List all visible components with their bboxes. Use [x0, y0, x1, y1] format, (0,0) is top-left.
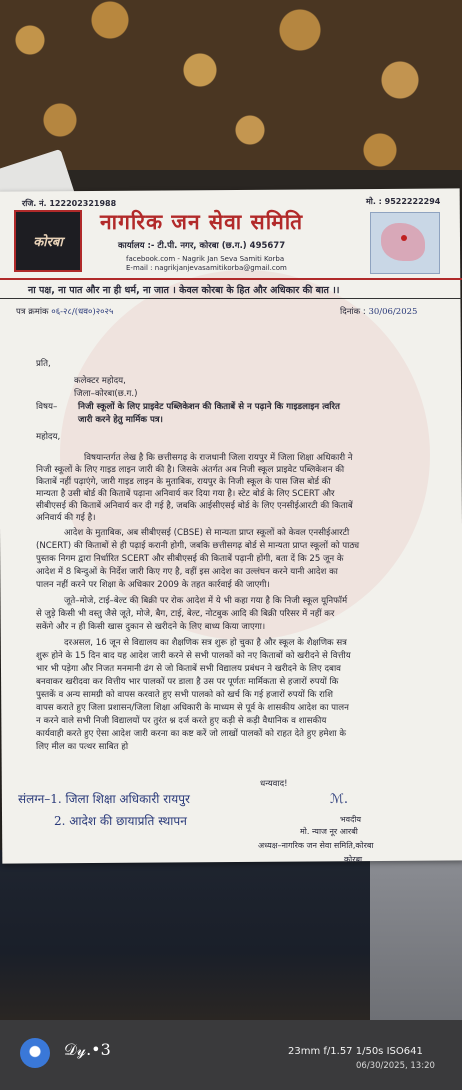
to-line: प्रति,: [36, 359, 51, 369]
sender-title: अध्यक्ष–नागरिक जन सेवा समिति,कोरबा: [258, 841, 374, 850]
reference-value: ०६-२८/(धव०)२०२५: [51, 307, 114, 317]
floor-highlight: [370, 860, 462, 1020]
exif-info: 23mm f/1.57 1/50s ISO641: [288, 1046, 423, 1057]
subject-label: विषय–: [36, 402, 58, 412]
to-line: कलेक्टर महोदय,: [74, 376, 126, 386]
body-line: न करने वाले सभी निजी विद्यालयों पर तुरंत श्न दर्ज करते हुए कड़ी से कड़ी वैधानिक व शासकीय: [36, 716, 327, 726]
facebook-handle: facebook.com - Nagrik Jan Seva Samiti Korba: [126, 255, 285, 263]
org-name: नागरिक जन सेवा समिति: [100, 210, 304, 234]
date-line: [340, 306, 417, 317]
body-line: जूते–मोजे, टाई–बेल्ट की बिक्री पर रोक आदेश में ये भी कहा गया है कि निजी स्कूल यूनिफॉर्म: [64, 596, 348, 606]
sender-name: मो. न्याज नूर आरबी: [300, 827, 358, 836]
sender-city: कोरबा: [344, 855, 363, 864]
body-line: बनवाकर खरीदवा कर वित्तीय भार पालकों पर डाला है उस पर पूर्णतः मार्मिकता से हजारों रुपयों कि: [36, 677, 339, 687]
thanks-text: धन्यवाद!: [260, 779, 288, 789]
body-line: दरअसल, 16 जून से विद्यालय का शैक्षणिक सत्र शुरू हो चुका है और स्कूल के शैक्षणिक सत्र: [64, 638, 347, 648]
to-line: जिला–कोरबा(छ.ग.): [74, 389, 138, 399]
body-line: पुस्तक निगम द्वारा निर्धारित SCERT और सीबीएसई की किताबें पढ़ानी होंगी, बता दें कि 25 जून के: [36, 554, 344, 564]
body-line: भार भी पड़ेगा और निजत मनमानी ढंग से जो किताबें सभी विद्यालय प्रबंधन ने खरीदने के लिए दबाव: [36, 664, 341, 674]
slogan-divider: [0, 298, 462, 299]
subject-line: जारी करने हेतु मार्मिक पत्र।: [78, 415, 163, 425]
body-line: से जुड़े किसी भी वस्तु जैसे जूते, मोजे, बैग, टाई, बेल्ट, नोटबुक आदि की बिक्री परिसर में नहीं कर: [36, 609, 335, 619]
body-line: आदेश के मुताबिक, अब सीबीएसई (CBSE) से मान्यता प्राप्त स्कूलों को केवल एनसीईआरटी: [64, 528, 350, 538]
slogan: ना पक्ष, ना पात और ना ही धर्म, ना जात । केवल कोरबा के हित और अधिकार की बात ।।: [28, 285, 340, 296]
body-line: किताबें नहीं पढ़ाएंगे, जारी गाइड लाइन के मुताबिक, रायपुर के निजी स्कूल के पास जिस बोर्ड की: [36, 477, 331, 487]
signoff-text: भवदीय: [340, 815, 362, 824]
body-line: विषयान्तर्गत लेख है कि छत्तीसगढ़ के राजधानी जिला रायपुर में जिला शिक्षा अधिकारी ने: [84, 453, 353, 463]
subject-line: निजी स्कूलों के लिए प्राइवेट पब्लिकेशन की किताबें से न पढ़ाने कि गाइडलाइन त्वरित: [78, 402, 340, 412]
reference-label: पत्र क्रमांक: [16, 307, 49, 317]
body-line: निजी स्कूलों के लिए गाइड लाइन जारी की है। जिसके अंतर्गत अब निजी स्कूल प्राइवेट पब्लिकेशन की: [36, 465, 345, 475]
body-line: वापस कराते हुए जिला प्रशासन/जिला शिक्षा अधिकारी के माध्यम से पूर्व के शासकीय आदेश का पालन: [36, 703, 349, 713]
state-shape: [381, 223, 425, 261]
handwritten-signature: ℳ.: [330, 792, 349, 807]
date-value: 30/06/2025: [368, 307, 418, 317]
body-line: अनिवार्य की गई है।: [36, 513, 96, 523]
camera-signature-mark: 𝒟𝓎.•3: [64, 1040, 111, 1059]
body-line: शुरू होने के 15 दिन बाद यह आदेश जारी करने से सभी पालकों को नए किताबों को खरीदने से वित्तीय: [36, 651, 351, 661]
body-line: पालन नहीं करने पर शिक्षा के अधिकार 2009 के तहत कार्रवाई की जाएगी।: [36, 580, 270, 590]
body-line: सकेंगे और न ही किसी खास दुकान से खरीदने के लिए बाध्य किया जाएगा।: [36, 622, 266, 632]
office-address: कार्यालय :- टी.पी. नगर, कोरबा (छ.ग.) 495677: [118, 241, 286, 251]
body-line: लिए मील का पत्थर साबित हो: [36, 742, 129, 752]
registration-number: रजि. नं. 122202321988: [22, 199, 117, 208]
org-logo: [14, 210, 82, 272]
body-line: आदेश में 8 बिन्दुओं के निर्देश जारी किए गए है, वहीं इस आदेश का उल्लंघन करने यानी आदेश का: [36, 567, 338, 577]
camera-avatar-icon: [20, 1038, 50, 1068]
logo-text: कोरबा: [33, 235, 63, 250]
body-line: (NCERT) की किताबों से ही पढ़ाई करानी होगी, जबकि छत्तीसगढ़ बोर्ड से मान्यता प्राप्त स्कूलों को पाठ्य: [36, 541, 360, 551]
photo-timestamp: 06/30/2025, 13:20: [356, 1061, 435, 1071]
salutation: महोदय,: [36, 432, 61, 442]
body-line: पुस्तकें व अन्य सामग्री को वापस करवाते हुए सभी पालको को खर्च कि गई हजारों रुपयों कि राशि: [36, 690, 333, 700]
state-map-icon: [370, 212, 440, 274]
carpet-background: [0, 0, 462, 170]
enclosure-line: संलग्न–1. जिला शिक्षा अधिकारी रायपुर: [18, 792, 190, 806]
body-line: सीबीएसई की किताबें अनिवार्य कर दी गई है, जबकि आईसीएसई बोर्ड के लिए एनसीईआरटी की किताबें: [36, 501, 353, 511]
body-line: कार्यवाही करते हुए ऐसा आदेश जारी करना का कष्ट करें जो लाखों पालकों को राहत देते हुए हमेशा के: [36, 729, 346, 739]
mobile-number: मो. : 9522222294: [366, 197, 441, 206]
email-address: E-mail : nagrikjanjevasamitikorba@gmail.com: [126, 264, 287, 272]
body-line: मान्यता है उसी बोर्ड की किताबें पढ़ाना अनिवार्य कर दिया गया है। स्टेट बोर्ड के लिए SCERT और: [36, 489, 335, 499]
location-marker: [401, 235, 407, 241]
date-label: दिनांक :: [340, 307, 366, 317]
header-divider: [0, 278, 462, 280]
enclosure-line: 2. आदेश की छायाप्रति स्थापन: [54, 814, 187, 828]
reference-line: [16, 306, 113, 317]
